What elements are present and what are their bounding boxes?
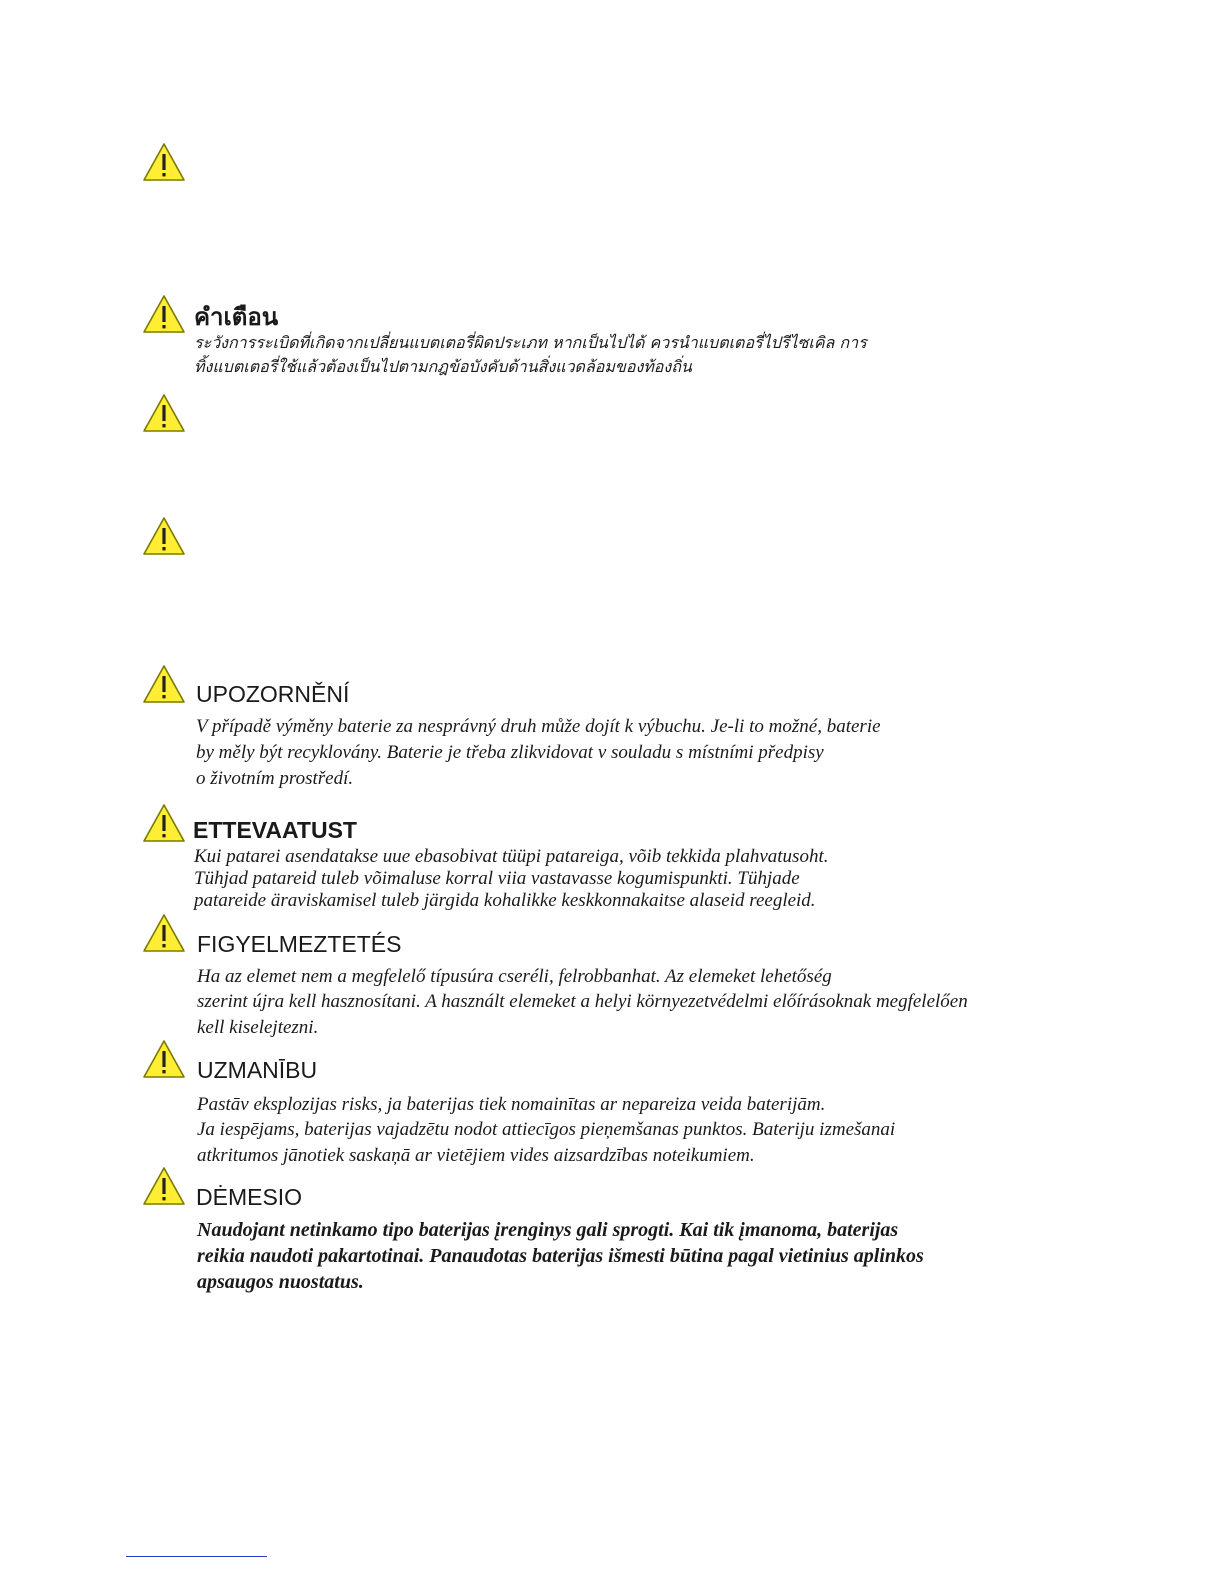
warning-text-line: apsaugos nuostatus. [197, 1271, 364, 1293]
warning-triangle-icon [142, 516, 186, 556]
warning-title: UPOZORNĚNÍ [196, 681, 350, 707]
warning-triangle-icon [142, 913, 186, 953]
warning-text-line: by měly být recyklovány. Baterie je třeba zlikvidovat v souladu s místními předpisy [196, 742, 824, 763]
warning-text-line: o životním prostředí. [196, 768, 354, 789]
warning-text-line: atkritumos jānotiek saskaņā ar vietējiem vides aizsardzības noteikumiem. [197, 1145, 755, 1166]
warning-title: UZMANĪBU [197, 1057, 318, 1083]
warning-text-line: ระวังการระเบิดที่เกิดจากเปลี่ยนแบตเตอรี่ผิดประเภท หากเป็นไปได้ ควรนำแบตเตอรี่ไปรีไซเคิล การ [194, 333, 867, 352]
warning-text-line: Tühjad patareid tuleb võimaluse korral viia vastavasse kogumispunkti. Tühjade [194, 868, 800, 889]
warning-triangle-icon [142, 664, 186, 704]
warning-title: DĖMESIO [196, 1184, 303, 1210]
warning-title: คำเตือน [194, 303, 279, 331]
warning-text-line: Naudojant netinkamo tipo baterijas įrenginys gali sprogti. Kai tik įmanoma, baterijas [197, 1219, 899, 1241]
warning-text-line: kell kiselejtezni. [197, 1017, 319, 1038]
warning-triangle-icon [142, 803, 186, 843]
warning-triangle-icon [142, 1039, 186, 1079]
warning-text-line: szerint újra kell hasznosítani. A használt elemeket a helyi környezetvédelmi előírásoknak megfelelően [197, 991, 968, 1012]
warning-text-line: V případě výměny baterie za nesprávný druh může dojít k výbuchu. Je-li to možné, baterie [196, 716, 881, 737]
footer-rule [126, 1556, 267, 1557]
warning-triangle-icon [142, 393, 186, 433]
warning-title: ETTEVAATUST [193, 817, 357, 843]
warning-text-line: Ha az elemet nem a megfelelő típusúra cseréli, felrobbanhat. Az elemeket lehetőség [197, 966, 832, 987]
warning-text-line: Ja iespējams, baterijas vajadzētu nodot attiecīgos pieņemšanas punktos. Bateriju izmešanai [197, 1119, 896, 1140]
warning-text-line: Kui patarei asendatakse uue ebasobivat tüüpi patareiga, võib tekkida plahvatusoht. [194, 846, 829, 867]
warning-triangle-icon [142, 1166, 186, 1206]
warning-triangle-icon [142, 142, 186, 182]
warning-text-line: Pastāv eksplozijas risks, ja baterijas tiek nomainītas ar nepareiza veida baterijām. [197, 1094, 826, 1115]
warning-text-line: ทิ้งแบตเตอรี่ใช้แล้วต้องเป็นไปตามกฎข้อบังคับด้านสิ่งแวดล้อมของท้องถิ่น [194, 357, 692, 376]
warning-title: FIGYELMEZTETÉS [197, 931, 402, 957]
warning-triangle-icon [142, 294, 186, 334]
warning-text-line: reikia naudoti pakartotinai. Panaudotas baterijas išmesti būtina pagal vietinius aplinkos [197, 1245, 924, 1267]
warning-text-line: patareide äraviskamisel tuleb järgida kohalikke keskkonnakaitse alaseid reegleid. [194, 890, 816, 911]
